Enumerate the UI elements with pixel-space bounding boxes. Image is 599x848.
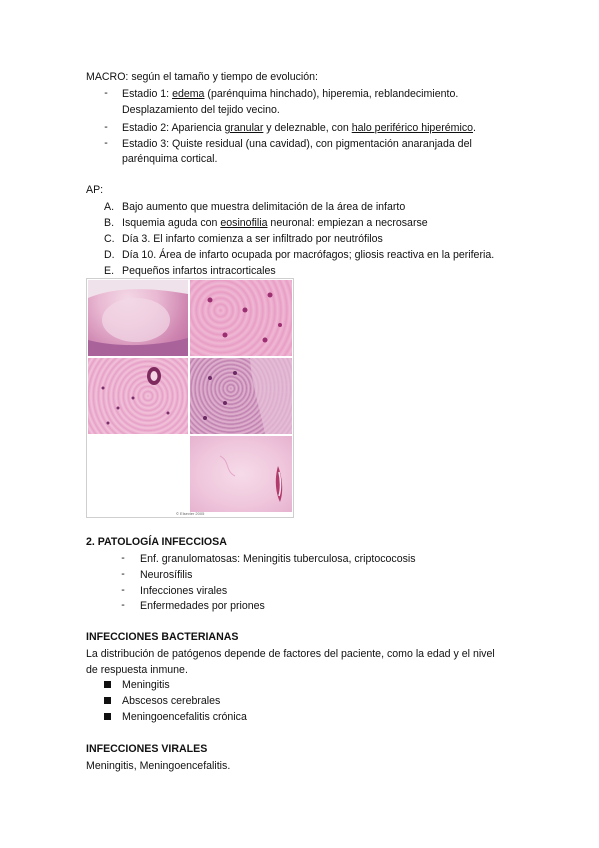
macro-stage-2: Estadio 2: Apariencia granular y deleznable, con halo periférico hiperémico. bbox=[122, 122, 476, 134]
bacterial-paragraph: La distribución de patógenos depende de factores del paciente, como la edad y el nivel bbox=[86, 648, 495, 660]
square-bullet-icon bbox=[104, 713, 111, 720]
list-letter: D. bbox=[104, 249, 115, 261]
figure-copyright: © Elsevier 2005 bbox=[176, 511, 205, 516]
ap-item-e: Pequeños infartos intracorticales bbox=[122, 265, 276, 277]
bullet-dash: - bbox=[121, 568, 125, 580]
ap-item-b: Isquemia aguda con eosinofilia neuronal: empiezan a necrosarse bbox=[122, 217, 428, 229]
ap-heading: AP: bbox=[86, 184, 104, 196]
histology-panel-e bbox=[190, 436, 292, 512]
section-2-item: Enf. granulomatosas: Meningitis tuberculosa, criptococosis bbox=[140, 553, 416, 565]
ap-item-a: Bajo aumento que muestra delimitación de la área de infarto bbox=[122, 201, 406, 213]
histology-panel-c bbox=[88, 358, 188, 434]
bacterial-paragraph-cont: de respuesta inmune. bbox=[86, 664, 188, 676]
ap-item-d: Día 10. Área de infarto ocupada por macrófagos; gliosis reactiva en la periferia. bbox=[122, 249, 495, 261]
section-2-item: Infecciones virales bbox=[140, 585, 228, 597]
macro-stage-3: Estadio 3: Quiste residual (una cavidad), con pigmentación anaranjada del bbox=[122, 138, 472, 150]
section-2-title: 2. PATOLOGÍA INFECCIOSA bbox=[86, 536, 227, 548]
square-bullet-icon bbox=[104, 681, 111, 688]
ap-item-c: Día 3. El infarto comienza a ser infiltrado por neutrófilos bbox=[122, 233, 383, 245]
bullet-dash: - bbox=[121, 599, 125, 611]
viral-text: Meningitis, Meningoencefalitis. bbox=[86, 760, 231, 772]
underlined-term: halo periférico hiperémico bbox=[351, 122, 474, 134]
bacterial-item: Abscesos cerebrales bbox=[122, 695, 221, 707]
bullet-dash: - bbox=[104, 87, 108, 99]
bullet-dash: - bbox=[121, 584, 125, 596]
histology-figure bbox=[86, 278, 294, 518]
underlined-term: eosinofilia bbox=[220, 217, 268, 229]
square-bullet-icon bbox=[104, 697, 111, 704]
list-letter: A. bbox=[104, 201, 115, 213]
section-2-item: Enfermedades por priones bbox=[140, 600, 265, 612]
bacterial-item: Meningitis bbox=[122, 679, 170, 691]
list-letter: B. bbox=[104, 217, 115, 229]
macro-heading: MACRO: según el tamaño y tiempo de evolución: bbox=[86, 71, 319, 83]
macro-stage-1: Estadio 1: edema (parénquima hinchado), hiperemia, reblandecimiento. bbox=[122, 88, 459, 100]
bullet-dash: - bbox=[104, 137, 108, 149]
section-2-item: Neurosífilis bbox=[140, 569, 193, 581]
bacterial-title: INFECCIONES BACTERIANAS bbox=[86, 631, 239, 643]
viral-title: INFECCIONES VIRALES bbox=[86, 743, 208, 755]
underlined-term: granular bbox=[224, 122, 264, 134]
list-letter: C. bbox=[104, 233, 115, 245]
histology-panel-b bbox=[190, 280, 292, 356]
underlined-term: edema bbox=[172, 88, 205, 100]
macro-stage-3-cont: parénquima cortical. bbox=[122, 153, 218, 165]
histology-panel-a bbox=[88, 280, 188, 356]
bullet-dash: - bbox=[121, 552, 125, 564]
list-letter: E. bbox=[104, 265, 115, 277]
bacterial-item: Meningoencefalitis crónica bbox=[122, 711, 247, 723]
histology-panel-d bbox=[190, 358, 292, 434]
macro-stage-1-cont: Desplazamiento del tejido vecino. bbox=[122, 104, 280, 116]
bullet-dash: - bbox=[104, 121, 108, 133]
